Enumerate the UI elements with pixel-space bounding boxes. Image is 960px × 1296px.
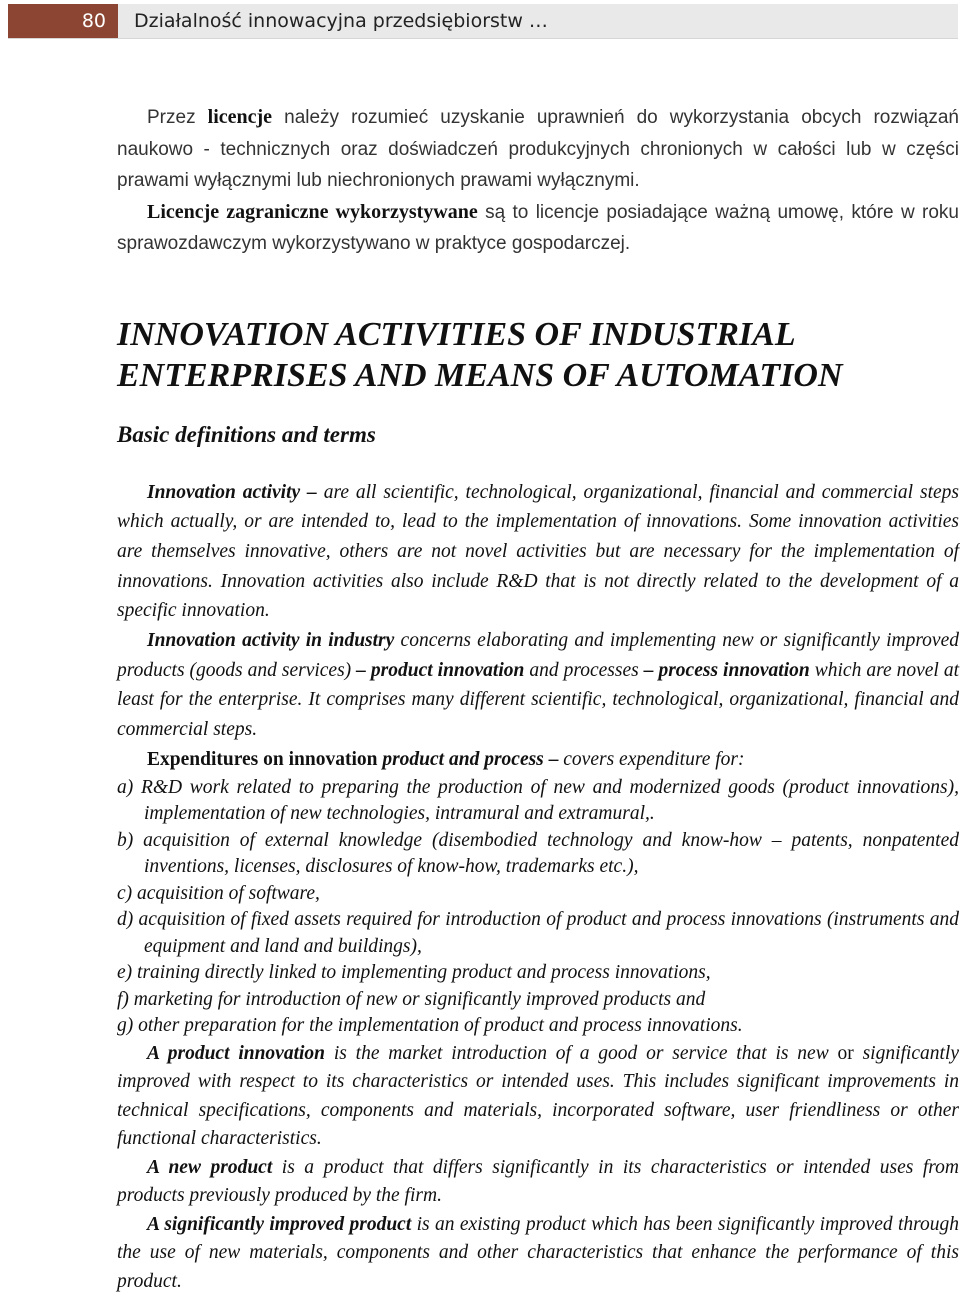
list-item: d) acquisition of fixed assets required for introduction of product and process innovations (instruments and equipment and land and buildings), <box>117 909 959 957</box>
list-item: e) training directly linked to implementing product and process innovations, <box>117 962 711 984</box>
industry-innovation-paragraph <box>117 626 959 745</box>
expenditure-list <box>117 775 959 1040</box>
term-improved-product: A significantly improved product <box>147 1213 412 1235</box>
definition-text: concerns elaborating and implementing new or significantly improved products (goods and services) <box>117 630 959 681</box>
polish-text: są to licencje posiadające ważną umowę, które w roku sprawozdawczym wykorzystywano w praktyce gospodarczej. <box>117 201 959 254</box>
term-expenditures: Expenditures on innovation <box>147 748 378 770</box>
term-process-innovation: – process innovation <box>643 659 810 681</box>
term-innovation-activity: Innovation activity – <box>147 481 317 503</box>
polish-licence-paragraph <box>117 102 959 197</box>
definition-text: which are novel at least for the enterprise. It comprises many different scientific, technological, organizational, financial and commercial steps. <box>117 659 959 741</box>
section-heading <box>117 314 959 396</box>
definition-text: is an existing product which has been significantly improved through the use of new materials, components and other characteristics that enhance the performance of this product. <box>117 1213 960 1292</box>
subsection-heading: Basic definitions and terms <box>117 421 376 447</box>
term-product-innovation-def: product innovation <box>167 1042 326 1064</box>
definition-text: are all scientific, technological, organizational, financial and commercial steps which actually, or are intended to, lead to the implementation of innovations. Some innovation activities are themselves innovative, others are not novel activities but are necessary for the implementation of innovations. Innovation activities also include R&D that is not directly related to the development of a specific innovation. <box>117 481 959 622</box>
polish-term-foreign-licences: Licencje zagraniczne wykorzystywane <box>147 200 478 223</box>
word-or: or <box>837 1042 854 1064</box>
list-item: g) other preparation for the implementation of product and process innovations. <box>117 1015 743 1037</box>
new-product-paragraph <box>117 1154 959 1211</box>
definition-text: covers expenditure for: <box>563 748 745 770</box>
dash: – <box>543 748 564 770</box>
list-item: c) acquisition of software, <box>117 882 320 904</box>
list-item: b) acquisition of external knowledge (disembodied technology and know-how – patents, nonpatented inventions, licenses, disclosures of know-how, trademarks etc.), <box>117 829 959 878</box>
definition-text: is the market introduction of a good or service that is new <box>325 1042 838 1064</box>
term-innovation-in-industry: Innovation activity in industry <box>147 630 395 652</box>
list-item: a) R&D work related to preparing the production of new and modernized goods (product innovations), implementation of new technologies, intramural and extramural,. <box>117 776 959 825</box>
definition-text: is a product that differs significantly in its characteristics or intended uses from products previously produced by the firm. <box>117 1156 959 1207</box>
innovation-activity-paragraph <box>117 478 959 627</box>
running-title: Działalność innowacyjna przedsiębiorstw … <box>134 10 548 32</box>
running-header <box>8 4 958 39</box>
polish-text: należy rozumieć uzyskanie uprawnień do wykorzystania obcych rozwiązań naukowo - technicznych oraz doświadczeń produkcyjnych chronionych w całości lub w części prawami wyłącznymi lub niechronionych prawami wyłącznymi. <box>117 107 959 191</box>
section-heading-line1: INNOVATION ACTIVITIES OF INDUSTRIAL <box>117 315 796 353</box>
polish-foreign-licence-paragraph <box>117 197 959 260</box>
page-content <box>117 102 959 1296</box>
list-item: f) marketing for introduction of new or significantly improved products and <box>117 988 706 1010</box>
term-new-product: A new product <box>147 1156 273 1178</box>
improved-product-paragraph <box>117 1211 959 1296</box>
definition-text: significantly improved with respect to its characteristics or intended uses. This includes significant improvements in technical specifications, components and materials, incorporated software, user friendliness or other functional characteristics. <box>117 1042 959 1150</box>
expenditures-paragraph <box>117 745 959 775</box>
polish-text: Przez <box>147 107 208 128</box>
product-innovation-paragraph <box>117 1040 959 1154</box>
term-product-innovation: – product innovation <box>356 659 525 681</box>
page-number: 80 <box>8 4 118 38</box>
definition-text: and processes <box>524 659 644 681</box>
article: A <box>147 1042 168 1064</box>
section-heading-line2: ENTERPRISES AND MEANS OF AUTOMATION <box>117 356 843 394</box>
polish-term-licencje: licencje <box>207 106 273 128</box>
term-product-and-process: product and process <box>377 748 544 770</box>
